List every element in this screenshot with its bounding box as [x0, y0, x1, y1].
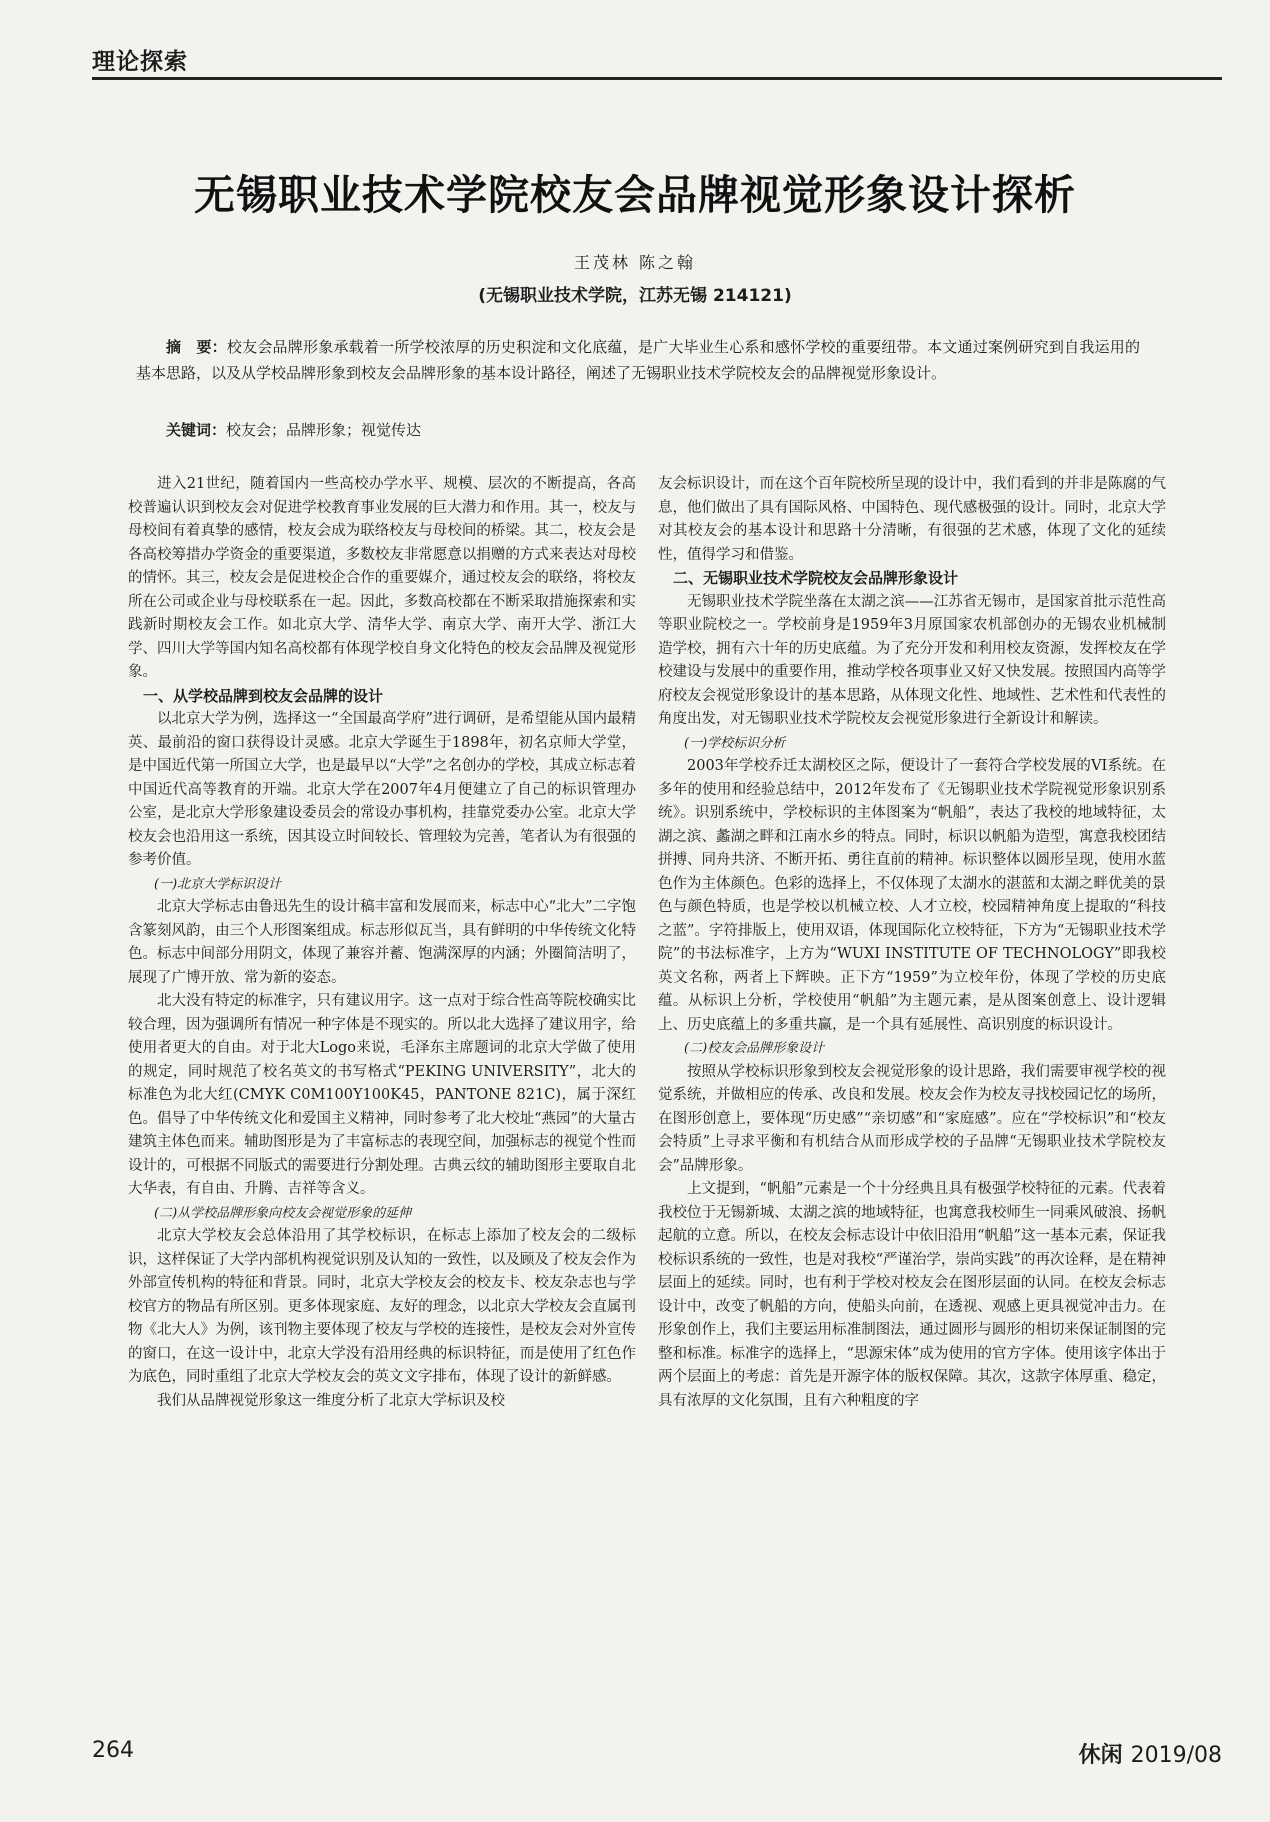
paragraph: 北京大学校友会总体沿用了其学校标识，在标志上添加了校友会的二级标识，这样保证了大学内部机构视觉识别及认知的一致性，以及顾及了校友会作为外部宣传机构的特征和背景。同时，北京大学校友会的校友卡、校友杂志也与学校官方的物品有所区别。更多体现家庭、友好的理念，以北京大学校友会直属刊物《北大人》为例，该刊物主要体现了校友与学校的连接性，是校友会对外宣传的窗口，在这一设计中，北京大学没有沿用经典的标识特征，而是使用了红色作为底色，同时重组了北京大学校友会的英文文字排布，体现了设计的新鲜感。	[128, 1228, 636, 1385]
authors: 王茂林 陈之翰	[573, 253, 697, 272]
abstract	[136, 334, 1140, 386]
keywords-label: 关键词：	[166, 421, 227, 439]
right-column	[658, 473, 1166, 1413]
paragraph: 进入21世纪，随着国内一些高校办学水平、规模、层次的不断提高，各高校普遍认识到校友会对促进学校教育事业发展的巨大潜力和作用。其一，校友与母校间有着真挚的感情，校友会成为联络校友与母校间的桥梁。其二，校友会是各高校筹措办学资金的重要渠道，多数校友非常愿意以捐赠的方式来表达对母校的情怀。其三，校友会是促进校企合作的重要媒介，通过校友会的联络，将校友所在公司或企业与母校联系在一起。因此，多数高校都在不断采取措施探索和实践新时期校友会工作。如北京大学、清华大学、南京大学、南开大学、浙江大学、四川大学等国内知名高校都有体现学校自身文化特色的校友会品牌及视觉形象。	[128, 476, 636, 680]
subsection-heading: (二)从学校品牌形象向校友会视觉形象的延伸	[154, 1205, 412, 1221]
section-heading: 一、从学校品牌到校友会品牌的设计	[143, 686, 384, 705]
section-label: 理论探索	[92, 49, 188, 75]
paragraph: 北京大学标志由鲁迅先生的设计稿丰富和发展而来，标志中心“北大”二字饱含篆刻风韵，由三个人形图案组成。标志形似瓦当，具有鲜明的中华传统文化特色。标志中间部分用阴文，体现了兼容并蓄、饱满深厚的内涵；外圈简洁明了，展现了广博开放、常为新的姿态。	[128, 899, 636, 986]
journal-info	[1079, 1738, 1222, 1769]
subsection-heading: (一)北京大学标识设计	[154, 876, 282, 892]
left-column	[128, 473, 636, 1413]
paragraph: 上文提到，“帆船”元素是一个十分经典且具有极强学校特征的元素。代表着我校位于无锡新城、太湖之滨的地域特征，也寓意我校师生一同乘风破浪、扬帆起航的立意。所以，在校友会标志设计中依旧沿用“帆船”这一基本元素，保证我校标识系统的一致性，也是对我校“严谨治学，崇尚实践”的再次诠释，是在精神层面上的延续。同时，也有利于学校对校友会在图形层面的认同。在校友会标志设计中，改变了帆船的方向，使船头向前，在透视、观感上更具视觉冲击力。在形象创作上，我们主要运用标准制图法，通过圆形与圆形的相切来保证制图的完整和标准。标准字的选择上，“思源宋体”成为使用的官方字体。使用该字体出于两个层面上的考虑：首先是开源字体的版权保障。其次，这款字体厚重、稳定，具有浓厚的文化氛围，且有六种粗度的字	[658, 1181, 1166, 1409]
header-rule	[92, 77, 1222, 80]
page-number: 264	[92, 1738, 134, 1763]
abstract-text: 校友会品牌形象承载着一所学校浓厚的历史积淀和文化底蕴，是广大毕业生心系和感怀学校的重要纽带。本文通过案例研究到自我运用的基本思路，以及从学校品牌形象到校友会品牌形象的基本设计路径，阐述了无锡职业技术学院校友会的品牌视觉形象设计。	[136, 338, 1140, 382]
paragraph: 2003年学校乔迁太湖校区之际，便设计了一套符合学校发展的VI系统。在多年的使用和经验总结中，2012年发布了《无锡职业技术学院视觉形象识别系统》。识别系统中，学校标识的主体图案为“帆船”，表达了我校的地域特征，太湖之滨、蠡湖之畔和江南水乡的特点。同时，标识以帆船为造型，寓意我校团结拼搏、同舟共济、不断开拓、勇往直前的精神。标识整体以圆形呈现，使用水蓝色作为主体颜色。色彩的选择上，不仅体现了太湖水的湛蓝和太湖之畔优美的景色与颜色特质，也是学校以机械立校、人才立校，校园精神角度上提取的“科技之蓝”。字符排版上，使用双语，体现国际化立校特征，下方为“无锡职业技术学院”的书法标准字，上方为“WUXI INSTITUTE OF TECHNOLOGY”即我校英文名称，两者上下辉映。正下方“1959”为立校年份，体现了学校的历史底蕴。从标识上分析，学校使用“帆船”为主题元素，是从图案创意上、设计逻辑上、历史底蕴上的多重共赢，是一个具有延展性、高识别度的标识设计。	[658, 758, 1166, 1033]
paragraph: 按照从学校标识形象到校友会视觉形象的设计思路，我们需要审视学校的视觉系统，并做相应的传承、改良和发展。校友会作为校友寻找校园记忆的场所，在图形创意上，要体现“历史感”“亲切感”和“家庭感”。应在“学校标识”和“校友会特质”上寻求平衡和有机结合从而形成学校的子品牌“无锡职业技术学院校友会”品牌形象。	[658, 1063, 1166, 1174]
paragraph: 以北京大学为例，选择这一“全国最高学府”进行调研，是希望能从国内最精英、最前沿的窗口获得设计灵感。北京大学诞生于1898年，初名京师大学堂，是中国近代第一所国立大学，也是最早以“大学”之名创办的学校，其成立标志着中国近代高等教育的开端。北京大学在2007年4月便建立了自己的标识管理办公室，是北京大学形象建设委员会的常设办事机构，挂靠党委办公室。北京大学校友会也沿用这一系统，因其设立时间较长、管理较为完善，笔者认为有很强的参考价值。	[128, 711, 636, 868]
subsection-heading: (二)校友会品牌形象设计	[684, 1041, 825, 1056]
section-heading: 二、无锡职业技术学院校友会品牌形象设计	[673, 569, 959, 587]
paragraph: 友会标识设计，而在这个百年院校所呈现的设计中，我们看到的并非是陈腐的气息，他们做出了具有国际风格、中国特色、现代感极强的设计。同时，北京大学对其校友会的基本设计和思路十分清晰，有很强的艺术感，体现了文化的延续性，值得学习和借鉴。	[658, 476, 1166, 563]
subsection-heading: (一)学校标识分析	[684, 735, 786, 751]
article-title: 无锡职业技术学院校友会品牌视觉形象设计探析	[194, 171, 1076, 219]
paragraph: 北大没有特定的标准字，只有建议用字。这一点对于综合性高等院校确实比较合理，因为强调所有情况一种字体是不现实的。所以北大选择了建议用字，给使用者更大的自由。对于北大Logo来说，毛泽东主席题词的北京大学做了使用的规定，同时规范了校名英文的书写格式“PEKING UNIVERSITY”，北大的标准色为北大红(CMYK C0M100Y100K45，PANTONE 821C)，属于深红色。倡导了中华传统文化和爱国主义精神，同时参考了北大校址“燕园”的大量古建筑主体色而来。辅助图形是为了丰富标志的表现空间，加强标志的视觉个性而设计的，可根据不同版式的需要进行分割处理。古典云纹的辅助图形主要取自北大华表，有自由、升腾、吉祥等含义。	[128, 993, 636, 1197]
journal-name: 休闲	[1078, 1743, 1123, 1768]
keywords-text: 校友会；品牌形象；视觉传达	[226, 421, 422, 439]
affiliation: (无锡职业技术学院，江苏无锡 214121)	[478, 286, 792, 306]
paragraph: 我们从品牌视觉形象这一维度分析了北京大学标识及校	[157, 1392, 505, 1409]
keywords	[136, 417, 1140, 443]
journal-issue: 2019/08	[1130, 1743, 1222, 1768]
abstract-label: 摘 要：	[166, 338, 227, 356]
paragraph: 无锡职业技术学院坐落在太湖之滨——江苏省无锡市，是国家首批示范性高等职业院校之一。学校前身是1959年3月原国家农机部创办的无锡农业机械制造学校，拥有六十年的历史底蕴。为了充分开发和利用校友资源，发挥校友在学校建设与发展中的重要作用，推动学校各项事业又好又快发展。按照国内高等学府校友会视觉形象设计的基本思路，从体现文化性、地域性、艺术性和代表性的角度出发，对无锡职业技术学院校友会视觉形象进行全新设计和解读。	[658, 593, 1166, 727]
